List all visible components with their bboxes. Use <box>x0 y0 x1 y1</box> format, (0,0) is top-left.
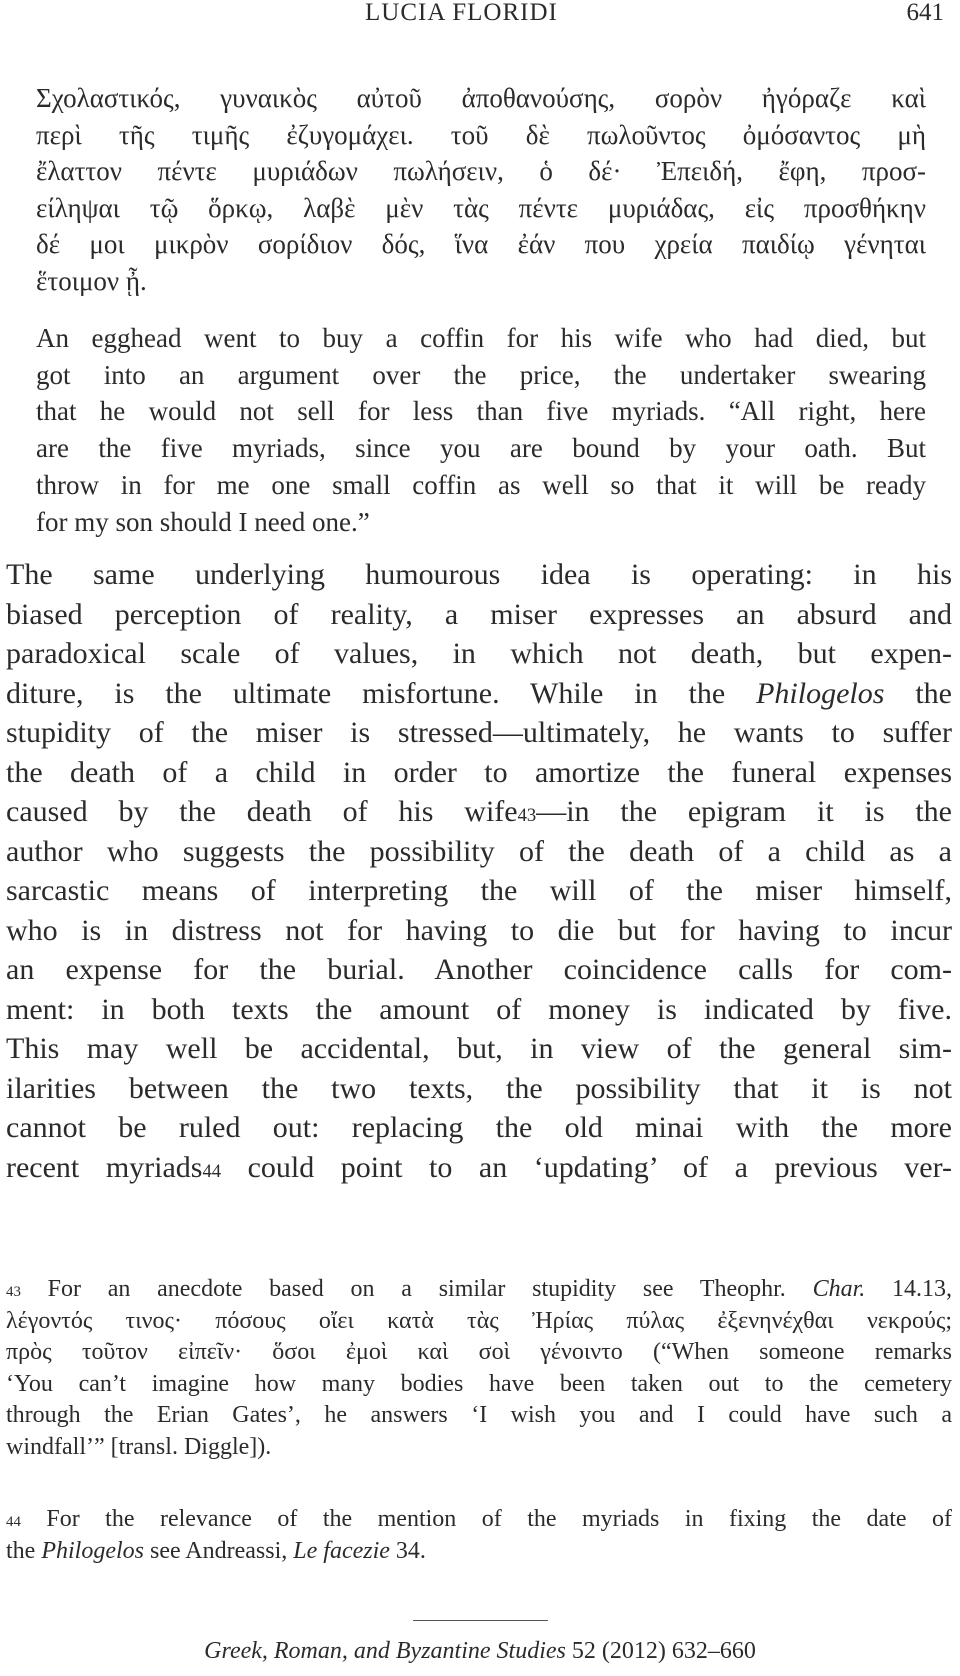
body-line: The same underlying humourous idea is operating: in his <box>6 558 952 591</box>
footnote-text: 14.13, <box>865 1276 952 1302</box>
translation-line: An egghead went to buy a coffin for his wife who had died, but <box>36 323 926 353</box>
body-line: ilarities between the two texts, the possibility that it is not <box>6 1071 952 1105</box>
greek-line: είληψαι τῷ ὅρκῳ, λαβὲ μὲν τὰς πέντε μυριάδας, εἰς προσθήκην <box>36 192 926 223</box>
greek-line: ἕτοιμον ᾖ. <box>36 265 147 296</box>
body-line: cannot be ruled out: replacing the old minai with the more <box>6 1111 952 1144</box>
greek-passage <box>36 80 926 299</box>
body-line: stupidity of the miser is stressed—ultimately, he wants to suffer <box>6 716 952 749</box>
footnote-line: ‘You can’t imagine how many bodies have been taken out to the cemetery <box>6 1370 952 1397</box>
translation-passage <box>36 320 926 540</box>
body-line <box>6 674 952 714</box>
translation-line: for my son should I need one.” <box>36 506 370 537</box>
footer-divider <box>413 1620 548 1621</box>
footnote-text: see Andreassi, <box>143 1537 294 1564</box>
body-line: biased perception of reality, a miser expresses an absurd and <box>6 597 952 631</box>
body-text: the <box>884 676 952 710</box>
work-title: Char. <box>812 1276 866 1302</box>
work-title: Philogelos <box>41 1537 144 1564</box>
translation-line: got into an argument over the price, the undertaker swearing <box>36 359 926 390</box>
body-line: author who suggests the possibility of the death of a child as a <box>6 834 952 868</box>
footnote-line <box>6 1504 952 1536</box>
body-text: caused by the death of his wife <box>6 795 518 828</box>
body-line: sarcastic means of interpreting the will of the miser himself, <box>6 874 952 907</box>
translation-line: throw in for me one small coffin as well so that it will be ready <box>36 469 926 500</box>
footnote-44 <box>6 1504 952 1567</box>
footnote-reference-44[interactable]: 44 <box>202 1160 222 1182</box>
footnote-text: For the relevance of the mention of the myriads in fixing the date of <box>20 1506 952 1532</box>
footnote-line: through the Erian Gates’, he answers ‘I wish you and I could have such a <box>6 1402 952 1428</box>
footnote-line: λέγοντός τινος· πόσους οἴει κατὰ τὰς Ἠρίας πύλας ἐξενηνέχθαι νεκρούς; <box>6 1307 952 1334</box>
body-text: diture, is the ultimate misfortune. While in the <box>6 676 757 710</box>
footnote-text: 34. <box>389 1537 426 1564</box>
body-line: paradoxical scale of values, in which not death, but expen- <box>6 637 952 670</box>
greek-line: δέ μοι μικρὸν σορίδιον δός, ἵνα ἐάν που χρεία παιδίῳ γένηται <box>36 229 926 259</box>
body-line <box>6 1148 952 1188</box>
body-line: ment: in both texts the amount of money is indicated by five. <box>6 992 952 1026</box>
body-line <box>6 792 952 832</box>
body-text: could point to an ‘updating’ of a previous ver- <box>221 1150 952 1184</box>
body-line: an expense for the burial. Another coincidence calls for com- <box>6 953 952 986</box>
footnote-line: πρὸς τοῦτον εἰπεῖν· ὅσοι ἐμοὶ καὶ σοὶ γένοιντο (“When someone remarks <box>6 1339 952 1365</box>
body-text: recent myriads <box>6 1150 203 1184</box>
body-line: the death of a child in order to amortize the funeral expenses <box>6 755 952 789</box>
journal-title: Greek, Roman, and Byzantine Studies <box>204 1638 566 1664</box>
greek-line: Σχολαστικός, γυναικὸς αὐτοῦ ἀποθανούσης, σορὸν ἠγόραζε καὶ <box>36 83 926 113</box>
work-title: Le facezie <box>293 1537 390 1564</box>
body-text: —in the epigram it is the <box>536 795 952 828</box>
footnote-line: windfall’” [transl. Diggle]). <box>6 1433 272 1460</box>
footnote-text: For an anecdote based on a similar stupidity see Theophr. <box>20 1276 813 1302</box>
footnote-text: the <box>6 1537 42 1564</box>
footnote-number: 44 <box>6 1514 21 1530</box>
greek-line: ἔλαττον πέντε μυριάδων πωλήσειν, ὁ δέ· Ἐπειδή, ἔφη, προσ- <box>36 156 926 186</box>
body-paragraph <box>6 555 952 1187</box>
translation-line: that he would not sell for less than five myriads. “All right, here <box>36 396 926 427</box>
footnote-line <box>6 1536 952 1568</box>
body-line: This may well be accidental, but, in view of the general sim- <box>6 1032 952 1065</box>
translation-line: are the five myriads, since you are bound by your oath. But <box>36 433 926 464</box>
page-number: 641 <box>906 0 944 26</box>
journal-citation: 52 (2012) 632–660 <box>565 1638 756 1664</box>
footnote-number: 43 <box>6 1284 21 1300</box>
footnote-reference-43[interactable]: 43 <box>517 805 537 826</box>
footnote-line <box>6 1274 952 1306</box>
body-line: who is in distress not for having to die but for having to incur <box>6 913 952 947</box>
running-header-author: LUCIA FLORIDI <box>365 0 558 26</box>
footnote-43 <box>6 1274 952 1463</box>
running-header <box>0 0 960 30</box>
greek-line: περὶ τῆς τιμῆς ἐζυγομάχει. τοῦ δὲ πωλοῦντος ὀμόσαντος μὴ <box>36 119 926 150</box>
journal-footer <box>0 1636 960 1666</box>
work-title: Philogelos <box>756 676 885 710</box>
